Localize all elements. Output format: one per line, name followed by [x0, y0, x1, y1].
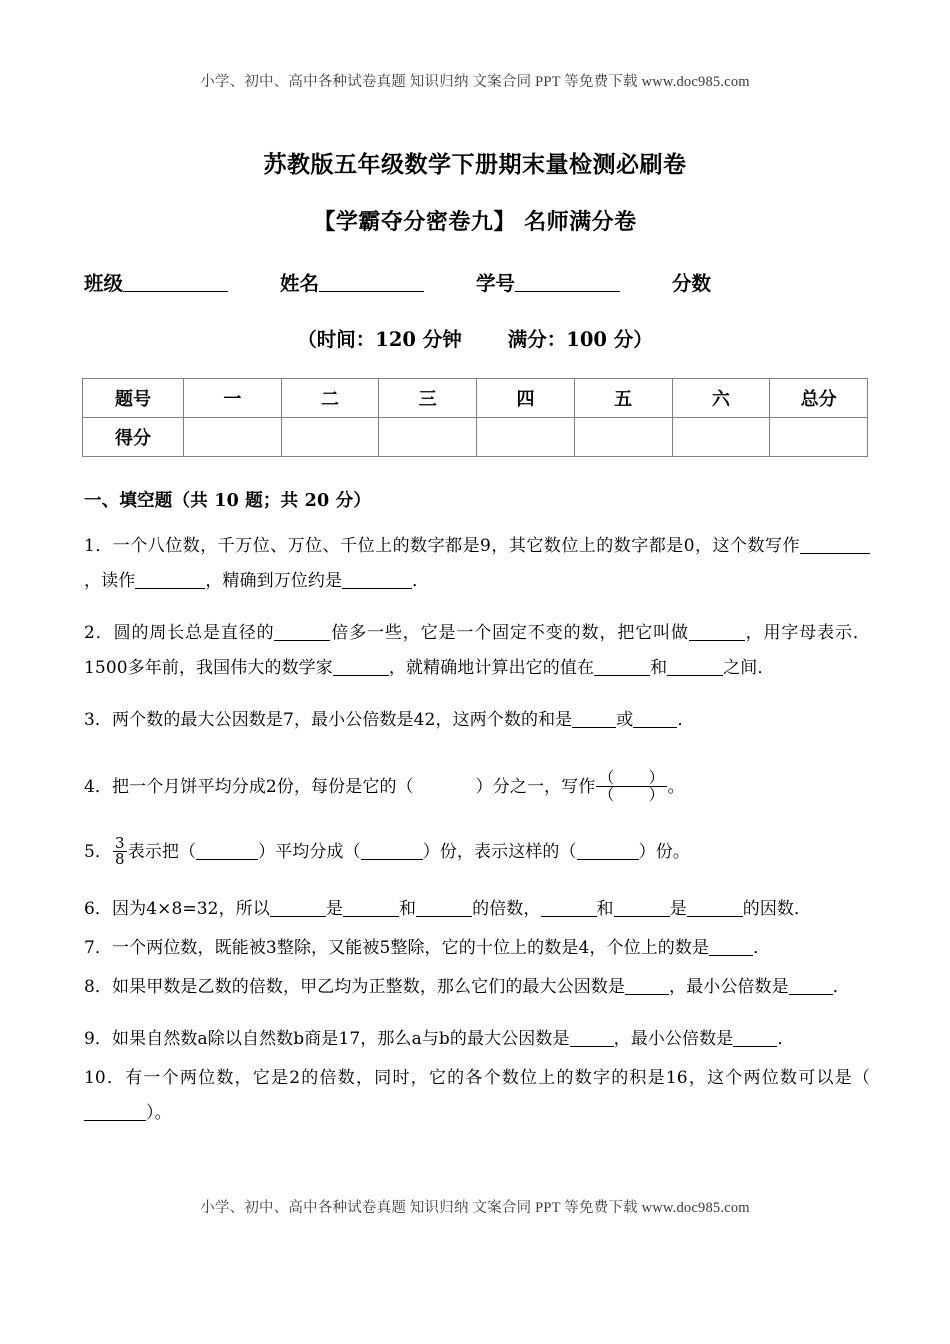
question-4-text-c: 。	[667, 777, 685, 797]
question-6-blank-6[interactable]	[687, 899, 743, 917]
question-5	[84, 835, 870, 870]
question-7-number: 7．	[84, 938, 113, 958]
question-9-text-a: 如果自然数a除以自然数b商是17，那么a与b的最大公因数是	[112, 1029, 570, 1049]
question-2-text-d: ，就精确地计算出它的值在	[388, 658, 595, 678]
question-6-number: 6．	[84, 899, 113, 919]
question-3-number: 3．	[84, 710, 113, 730]
question-3-text-b: 或	[616, 710, 634, 730]
question-2-text-a: 圆的周长总是直径的	[113, 623, 275, 643]
watermark-url: www.doc985.com	[641, 1200, 750, 1216]
question-6-blank-3[interactable]	[416, 899, 472, 917]
question-4-number: 4．	[84, 777, 113, 797]
question-7-text-b: ．	[753, 938, 771, 958]
question-7	[84, 931, 870, 966]
question-8-blank-2[interactable]	[789, 977, 833, 995]
question-1-number: 1．	[84, 536, 113, 556]
paren-open: （	[598, 768, 615, 787]
row-label-question-no: 题号	[83, 379, 184, 418]
col-header-4: 四	[477, 379, 575, 418]
question-4-blank-1[interactable]	[414, 775, 476, 792]
question-5-number: 5．	[84, 842, 113, 862]
class-label: 班级	[84, 272, 124, 295]
question-8-text-b: ，最小公倍数是	[669, 977, 789, 997]
question-8-text-c: ．	[832, 977, 850, 997]
question-1-text-c: ，精确到万位约是	[205, 571, 343, 591]
class-field[interactable]	[84, 268, 228, 296]
question-5-text-c: ）份，表示这样的（	[422, 842, 577, 862]
question-10-text-b: ）。	[146, 1103, 172, 1123]
question-6-blank-4[interactable]	[541, 899, 597, 917]
questions-container	[84, 529, 870, 1131]
question-10-text-a: 有一个两位数，它是2的倍数，同时，它的各个数位上的数字的积是16，这个两位数可以是（	[125, 1068, 870, 1088]
question-9-number: 9．	[84, 1029, 113, 1049]
name-field[interactable]	[280, 268, 424, 296]
question-9	[84, 1022, 870, 1057]
question-2-blank-4[interactable]	[594, 658, 650, 676]
question-6-text-b: 是	[325, 899, 343, 919]
question-4-text-b: ）分之一，写作	[475, 777, 596, 797]
question-5-blank-1[interactable]	[196, 842, 258, 860]
question-3-text-c: ．	[677, 710, 695, 730]
question-4-fraction	[596, 770, 666, 804]
page-title: 苏教版五年级数学下册期末量检测必刷卷	[263, 151, 687, 178]
question-6-blank-5[interactable]	[614, 899, 670, 917]
score-cell-total[interactable]	[770, 418, 868, 457]
question-5-fraction-numerator: 3	[115, 833, 125, 852]
question-10	[84, 1061, 870, 1131]
question-2-blank-5[interactable]	[667, 658, 723, 676]
student-id-label: 学号	[476, 272, 516, 295]
question-6	[84, 892, 870, 927]
question-7-text-a: 一个两位数，既能被3整除，又能被5整除，它的十位上的数是4，个位上的数是	[112, 938, 710, 958]
question-9-blank-1[interactable]	[570, 1029, 614, 1047]
row-label-score: 得分	[83, 418, 184, 457]
section-heading-fill-in-blanks: 一、填空题（共 10 题；共 20 分）	[84, 491, 372, 511]
score-cell-1[interactable]	[184, 418, 282, 457]
student-info-row	[0, 268, 950, 296]
watermark-text: 小学、初中、高中各种试卷真题 知识归纳 文案合同 PPT 等免费下载	[200, 74, 638, 90]
question-5-fraction	[113, 833, 127, 868]
name-label: 姓名	[280, 272, 320, 295]
page-subtitle: 【学霸夺分密卷九】 名师满分卷	[313, 209, 637, 235]
question-6-text-g: 的因数．	[742, 899, 812, 919]
question-1-text-d: ．	[412, 571, 430, 591]
question-8-blank-1[interactable]	[625, 977, 669, 995]
question-10-number: 10．	[84, 1068, 126, 1088]
score-cell-4[interactable]	[477, 418, 575, 457]
question-3-text-a: 两个数的最大公因数是7，最小公倍数是42，这两个数的和是	[112, 710, 573, 730]
question-3-blank-2[interactable]	[633, 710, 677, 728]
score-label: 分数	[672, 272, 712, 295]
question-4-fraction-denominator[interactable]	[596, 786, 666, 803]
question-9-text-b: ，最小公倍数是	[613, 1029, 734, 1049]
watermark-url: www.doc985.com	[641, 74, 750, 90]
score-cell-2[interactable]	[281, 418, 379, 457]
question-2	[84, 616, 870, 686]
score-cell-3[interactable]	[379, 418, 477, 457]
question-2-blank-2[interactable]	[689, 623, 745, 641]
col-header-5: 五	[574, 379, 672, 418]
question-1-blank-1[interactable]	[800, 536, 870, 554]
question-8	[84, 970, 870, 1005]
question-8-number: 8．	[84, 977, 113, 997]
question-10-blank-1[interactable]	[84, 1103, 146, 1121]
table-row-score	[83, 418, 868, 457]
col-header-2: 二	[281, 379, 379, 418]
question-6-text-c: 和	[399, 899, 417, 919]
watermark-footer	[0, 1196, 950, 1217]
question-8-text-a: 如果甲数是乙数的倍数，甲乙均为正整数，那么它们的最大公因数是	[112, 977, 626, 997]
question-1-blank-2[interactable]	[135, 571, 205, 589]
col-header-1: 一	[184, 379, 282, 418]
score-table	[82, 378, 868, 457]
score-cell-5[interactable]	[574, 418, 672, 457]
question-5-text-b: ）平均分成（	[258, 842, 361, 862]
question-2-number: 2．	[84, 623, 114, 643]
paren-close: ）	[648, 768, 665, 787]
question-6-text-e: 和	[596, 899, 614, 919]
question-3-blank-1[interactable]	[572, 710, 616, 728]
col-header-6: 六	[672, 379, 770, 418]
watermark-text: 小学、初中、高中各种试卷真题 知识归纳 文案合同 PPT 等免费下载	[200, 1200, 638, 1216]
question-1-text-a: 一个八位数，千万位、万位、千位上的数字都是9，其它数位上的数字都是0，这个数写作	[112, 536, 800, 556]
col-header-3: 三	[379, 379, 477, 418]
question-5-text-d: ）份。	[638, 842, 690, 862]
paren-open: （	[598, 785, 615, 805]
question-6-blank-2[interactable]	[343, 899, 399, 917]
question-6-text-a: 因为4×8=32，所以	[112, 899, 270, 919]
question-9-blank-2[interactable]	[733, 1029, 777, 1047]
watermark-header	[0, 0, 950, 91]
question-2-text-f: 之间．	[723, 658, 775, 678]
question-7-blank-1[interactable]	[709, 938, 753, 956]
question-4-text-a: 把一个月饼平均分成2份，每份是它的（	[112, 777, 414, 797]
exam-meta-row	[0, 324, 950, 352]
question-2-text-c: ，用字母表示．1500多年前，我国伟大的数学家	[84, 623, 870, 678]
question-5-text-a: 表示把（	[127, 842, 197, 862]
question-2-blank-3[interactable]	[333, 658, 389, 676]
question-1-blank-3[interactable]	[342, 571, 412, 589]
class-blank[interactable]	[123, 272, 228, 293]
question-2-text-b: 倍多一些，它是一个固定不变的数，把它叫做	[330, 623, 689, 643]
question-5-blank-3[interactable]	[577, 842, 639, 860]
question-5-fraction-denominator: 8	[115, 849, 125, 868]
question-5-blank-2[interactable]	[361, 842, 423, 860]
question-9-text-c: ．	[777, 1029, 795, 1049]
question-6-text-d: 的倍数，	[472, 899, 541, 919]
paren-close: ）	[648, 785, 665, 805]
score-cell-6[interactable]	[672, 418, 770, 457]
table-row-header	[83, 379, 868, 418]
name-blank[interactable]	[319, 272, 424, 293]
question-3	[84, 703, 870, 738]
question-6-blank-1[interactable]	[270, 899, 326, 917]
student-id-field[interactable]	[476, 268, 620, 296]
question-2-blank-1[interactable]	[274, 623, 330, 641]
question-1-text-b: ，读作	[84, 571, 136, 591]
question-4	[84, 770, 870, 805]
question-4-fraction-numerator[interactable]	[596, 770, 666, 786]
question-2-text-e: 和	[650, 658, 668, 678]
col-header-total: 总分	[770, 379, 868, 418]
student-id-blank[interactable]	[515, 272, 620, 293]
exam-total-score: 满分：100 分）	[507, 328, 653, 351]
question-1	[84, 529, 870, 599]
question-6-text-f: 是	[669, 899, 687, 919]
exam-time: （时间：120 分钟	[297, 328, 462, 351]
